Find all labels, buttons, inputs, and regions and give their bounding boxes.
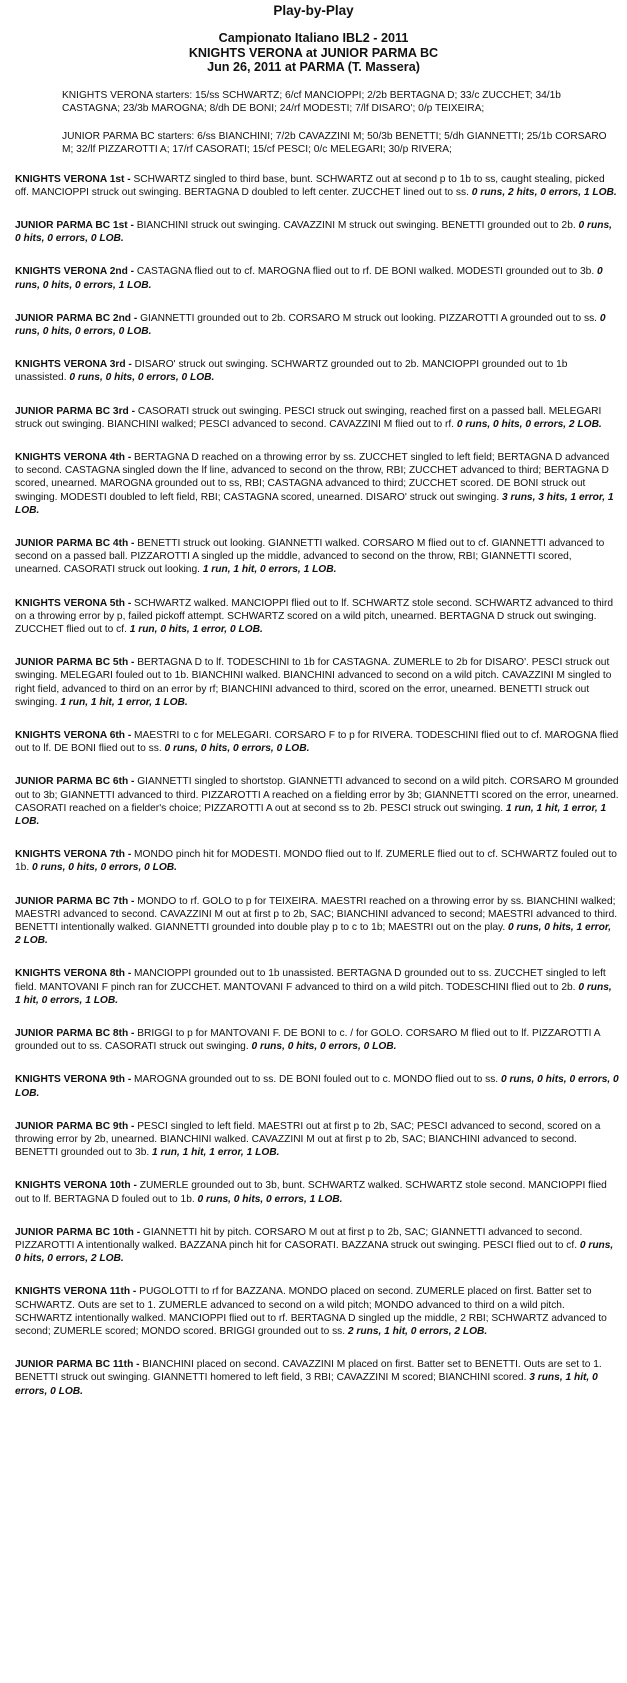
inning-entry xyxy=(15,1285,619,1338)
inning-team-label: JUNIOR PARMA BC 1st - xyxy=(15,219,134,231)
league-name: Campionato Italiano IBL2 - 2011 xyxy=(218,31,409,45)
inning-play-text: MAESTRI to c for MELEGARI. CORSARO F to p for RIVERA. TODESCHINI flied out to cf. MAROGNA flied out to lf. DE BONI flied out to ss. xyxy=(15,729,619,755)
inning-entry xyxy=(15,1120,619,1160)
document-header xyxy=(0,0,627,75)
inning-team-label: JUNIOR PARMA BC 8th - xyxy=(15,1028,135,1040)
visitor-starters: KNIGHTS VERONA starters: 15/ss SCHWARTZ; 6/cf MANCIOPPI; 2/2b BERTAGNA D; 33/c ZUCCHET; 34/1b CASTAGNA; 23/3b MAROGNA; 8/dh DE BONI; 24/rf MODESTI; 7/lf DISARO'; 0/p TEIXEIRA; xyxy=(62,89,561,114)
inning-entry xyxy=(15,1179,619,1205)
inning-summary: 0 runs, 0 hits, 0 errors, 0 LOB. xyxy=(69,372,215,384)
inning-team-label: KNIGHTS VERONA 10th - xyxy=(15,1180,137,1192)
inning-team-label: JUNIOR PARMA BC 2nd - xyxy=(15,312,138,324)
inning-team-label: JUNIOR PARMA BC 9th - xyxy=(15,1120,135,1132)
inning-summary: 0 runs, 0 hits, 0 errors, 0 LOB. xyxy=(164,743,310,755)
inning-entry xyxy=(15,405,619,431)
inning-summary: 0 runs, 0 hits, 0 errors, 0 LOB. xyxy=(15,219,612,245)
inning-entry xyxy=(15,967,619,1007)
inning-play-text: SCHWARTZ singled to third base, bunt. SCHWARTZ out at second p to 1b to ss, caught stealing, picked off. MANCIOPPI struck out swinging. BERTAGNA D doubled to left center. ZUCCHET lined out to ss. xyxy=(15,173,605,198)
inning-team-label: KNIGHTS VERONA 5th - xyxy=(15,597,132,609)
inning-summary: 0 runs, 0 hits, 0 errors, 1 LOB. xyxy=(15,266,603,291)
inning-summary: 1 run, 0 hits, 1 error, 0 LOB. xyxy=(129,623,263,635)
inning-summary: 0 runs, 0 hits, 0 errors, 0 LOB. xyxy=(15,312,606,337)
inning-play-text: MANCIOPPI grounded out to 1b unassisted. BERTAGNA D grounded out to ss. ZUCCHET singled to left field. MANTOVANI F pinch ran for ZUCCHET. MANTOVANI F advanced to third on a wild pitch. TODESCHINI flied out to 2b. xyxy=(15,968,606,993)
inning-summary: 1 run, 1 hit, 0 errors, 1 LOB. xyxy=(202,564,337,576)
inning-entry xyxy=(15,775,619,828)
inning-team-label: JUNIOR PARMA BC 4th - xyxy=(15,537,135,549)
inning-entry xyxy=(15,1358,619,1398)
inning-team-label: JUNIOR PARMA BC 6th - xyxy=(15,776,135,788)
inning-team-label: KNIGHTS VERONA 9th - xyxy=(15,1074,132,1086)
inning-team-label: KNIGHTS VERONA 2nd - xyxy=(15,266,135,278)
inning-team-label: JUNIOR PARMA BC 10th - xyxy=(15,1226,141,1238)
inning-entry xyxy=(15,656,619,709)
inning-play-text: MONDO pinch hit for MODESTI. MONDO flied out to lf. ZUMERLE flied out to cf. SCHWARTZ fouled out to 1b. xyxy=(15,849,617,874)
inning-summary: 0 runs, 0 hits, 0 errors, 2 LOB. xyxy=(15,1240,614,1265)
inning-entry xyxy=(15,537,619,577)
inning-team-label: JUNIOR PARMA BC 5th - xyxy=(15,657,135,669)
inning-summary: 0 runs, 2 hits, 0 errors, 1 LOB. xyxy=(471,186,617,198)
inning-summary: 0 runs, 0 hits, 0 errors, 0 LOB. xyxy=(32,862,177,874)
inning-team-label: KNIGHTS VERONA 6th - xyxy=(15,729,132,741)
inning-play-text: CASTAGNA flied out to cf. MAROGNA flied out to rf. DE BONI walked. MODESTI grounded out to 3b. xyxy=(134,266,598,278)
innings-list xyxy=(15,173,619,1398)
inning-play-text: GIANNETTI hit by pitch. CORSARO M out at first p to 2b, SAC; GIANNETTI advanced to second. PIZZAROTTI A intentionally walked. BAZZANA pinch hit for CASORATI. BAZZANA struck out swinging. PESCI flied out to cf. xyxy=(15,1226,583,1252)
game-matchup: KNIGHTS VERONA at JUNIOR PARMA BC xyxy=(188,45,439,60)
inning-team-label: KNIGHTS VERONA 8th - xyxy=(15,968,132,980)
inning-entry xyxy=(15,451,619,517)
inning-entry xyxy=(15,1027,619,1053)
inning-entry xyxy=(15,1073,619,1099)
inning-entry xyxy=(15,1226,619,1266)
inning-play-text: CASORATI struck out swinging. PESCI struck out swinging, reached first on a passed ball. MELEGARI struck out swinging. BIANCHINI walked; PESCI advanced to second. CAVAZZINI M flied out to rf. xyxy=(15,405,602,430)
inning-play-text: ZUMERLE grounded out to 3b, bunt. SCHWARTZ walked. SCHWARTZ stole second. MANCIOPPI flied out to lf. BERTAGNA D fouled out to 1b. xyxy=(15,1180,607,1205)
inning-team-label: KNIGHTS VERONA 4th - xyxy=(15,451,132,463)
inning-play-text: GIANNETTI singled to shortstop. GIANNETTI advanced to second on a wild pitch. CORSARO M grounded out to 3b; GIANNETTI advanced to third. PIZZAROTTI A reached on a fielding error by 3b; GIANNETTI scored on the error, unearned. CASORATI reached on a fielder's choice; PIZZAROTTI A out at second ss to 2b. PESCI struck out swinging. xyxy=(15,776,619,814)
inning-team-label: KNIGHTS VERONA 11th - xyxy=(15,1286,137,1298)
inning-play-text: PESCI singled to left field. MAESTRI out at first p to 2b, SAC; PESCI advanced to second, scored on a throwing error by 2b, unearned. BIANCHINI walked. CAVAZZINI M out at first p to 2b, SAC; BIANCHINI advanced to second. BENETTI grounded out to 3b. xyxy=(15,1120,601,1159)
inning-play-text: BERTAGNA D to lf. TODESCHINI to 1b for CASTAGNA. ZUMERLE to 2b for DISARO'. PESCI struck out swinging. MELEGARI fouled out to 1b. BIANCHINI walked. BIANCHINI advanced to second on a wild pitch. CAVAZZINI M singled to right field, advanced to third on an error by rf; BIANCHINI advanced to third, scored on the error, unearned. BENETTI struck out swinging. xyxy=(15,657,612,708)
inning-summary: 0 runs, 0 hits, 0 errors, 1 LOB. xyxy=(197,1193,343,1205)
inning-play-text: PUGOLOTTI to rf for BAZZANA. MONDO placed on second. ZUMERLE placed on first. Batter set to SCHWARTZ. Outs are set to 1. ZUMERLE advanced to second on a wild pitch; MONDO advanced to third on a wild pitch. SCHWARTZ intentionally walked. MANCIOPPI flied out to rf. BERTAGNA D singled up the middle, 2 RBI; SCHWARTZ advanced to second; ZUMERLE scored; MONDO scored. BRIGGI grounded out to ss. xyxy=(15,1286,607,1338)
inning-entry xyxy=(15,173,619,199)
inning-entry xyxy=(15,265,619,291)
inning-summary: 0 runs, 0 hits, 0 errors, 2 LOB. xyxy=(456,418,602,430)
inning-summary: 3 runs, 1 hit, 0 errors, 0 LOB. xyxy=(15,1372,598,1397)
inning-play-text: SCHWARTZ walked. MANCIOPPI flied out to lf. SCHWARTZ stole second. SCHWARTZ advanced to third on a throwing error by p, failed pickoff attempt. SCHWARTZ scored on a wild pitch, unearned. BERTAGNA D struck out swinging. ZUCCHET flied out to cf. xyxy=(15,597,614,635)
inning-summary: 3 runs, 3 hits, 1 error, 1 LOB. xyxy=(15,491,614,516)
inning-summary: 0 runs, 1 hit, 0 errors, 1 LOB. xyxy=(15,981,612,1006)
inning-team-label: KNIGHTS VERONA 3rd - xyxy=(15,359,132,371)
document-title: Play-by-Play xyxy=(273,3,354,18)
inning-play-text: BIANCHINI placed on second. CAVAZZINI M placed on first. Batter set to BENETTI. Outs are set to 1. BENETTI struck out swinging. GIANNETTI homered to left field, 3 RBI; CAVAZZINI M scored; BIANCHINI scored. xyxy=(15,1359,602,1384)
inning-play-text: DISARO' struck out swinging. SCHWARTZ grounded out to 2b. MANCIOPPI grounded out to 1b unassisted. xyxy=(15,359,568,384)
inning-summary: 0 runs, 0 hits, 0 errors, 0 LOB. xyxy=(15,1074,619,1099)
inning-entry xyxy=(15,358,619,384)
inning-summary: 1 run, 1 hit, 1 error, 1 LOB. xyxy=(60,696,188,708)
inning-entry xyxy=(15,729,619,755)
inning-play-text: MONDO to rf. GOLO to p for TEIXEIRA. MAESTRI reached on a throwing error by ss. BIANCHINI walked; MAESTRI advanced to second. CAVAZZINI M out at first p to 2b, SAC; BIANCHINI advanced to second; MAESTRI advanced to third. BENETTI intentionally walked. GIANNETTI grounded into double play p to c to 1b; MAESTRI out on the play. xyxy=(15,895,618,934)
inning-entry xyxy=(15,312,619,338)
inning-team-label: KNIGHTS VERONA 7th - xyxy=(15,849,132,861)
inning-entry xyxy=(15,895,619,948)
inning-summary: 0 runs, 0 hits, 0 errors, 0 LOB. xyxy=(251,1041,397,1053)
inning-summary: 2 runs, 1 hit, 0 errors, 2 LOB. xyxy=(347,1326,488,1338)
game-date-place: Jun 26, 2011 at PARMA (T. Massera) xyxy=(207,60,420,74)
inning-play-text: BIANCHINI struck out swinging. CAVAZZINI M struck out swinging. BENETTI grounded out to 2b. xyxy=(133,219,579,231)
inning-team-label: JUNIOR PARMA BC 7th - xyxy=(15,895,135,907)
inning-team-label: KNIGHTS VERONA 1st - xyxy=(15,173,131,185)
inning-team-label: JUNIOR PARMA BC 3rd - xyxy=(15,405,135,417)
inning-summary: 1 run, 1 hit, 1 error, 1 LOB. xyxy=(152,1147,280,1159)
inning-summary: 1 run, 1 hit, 1 error, 1 LOB. xyxy=(15,802,607,827)
inning-play-text: MAROGNA grounded out to ss. DE BONI fouled out to c. MONDO flied out to ss. xyxy=(131,1074,501,1086)
inning-play-text: GIANNETTI grounded out to 2b. CORSARO M struck out looking. PIZZAROTTI A grounded out to ss. xyxy=(137,312,600,324)
inning-entry xyxy=(15,848,619,874)
inning-play-text: BERTAGNA D reached on a throwing error by ss. ZUCCHET singled to left field; BERTAGNA D advanced to second. CASTAGNA singled down the lf line, advanced to second on the throw, RBI; ZUCCHET advanced to third; BERTAGNA D scored, unearned. MAROGNA grounded out to ss, RBI; CASTAGNA advanced to third; ZUCCHET scored. DE BONI struck out swinging. MODESTI doubled to left field, RBI; CASTAGNA scored, unearned. DISARO' struck out swinging. xyxy=(15,451,610,503)
inning-entry xyxy=(15,219,619,245)
inning-play-text: BENETTI struck out looking. GIANNETTI walked. CORSARO M flied out to cf. GIANNETTI advanced to second on a passed ball. PIZZAROTTI A singled up the middle, advanced to second on the throw, RBI; GIANNETTI scored, unearned. CASORATI struck out looking. xyxy=(15,537,605,576)
inning-play-text: BRIGGI to p for MANTOVANI F. DE BONI to c. / for GOLO. CORSARO M flied out to lf. PIZZAROTTI A grounded out to ss. CASORATI struck out swinging. xyxy=(15,1028,600,1053)
inning-team-label: JUNIOR PARMA BC 11th - xyxy=(15,1359,140,1371)
inning-summary: 0 runs, 0 hits, 1 error, 2 LOB. xyxy=(15,922,612,947)
home-starters: JUNIOR PARMA BC starters: 6/ss BIANCHINI; 7/2b CAVAZZINI M; 50/3b BENETTI; 5/dh GIANNETTI; 25/1b CORSARO M; 32/lf PIZZAROTTI A; 17/rf CASORATI; 15/cf PESCI; 0/c MELEGARI; 30/p RIVERA; xyxy=(62,130,607,155)
inning-entry xyxy=(15,597,619,637)
